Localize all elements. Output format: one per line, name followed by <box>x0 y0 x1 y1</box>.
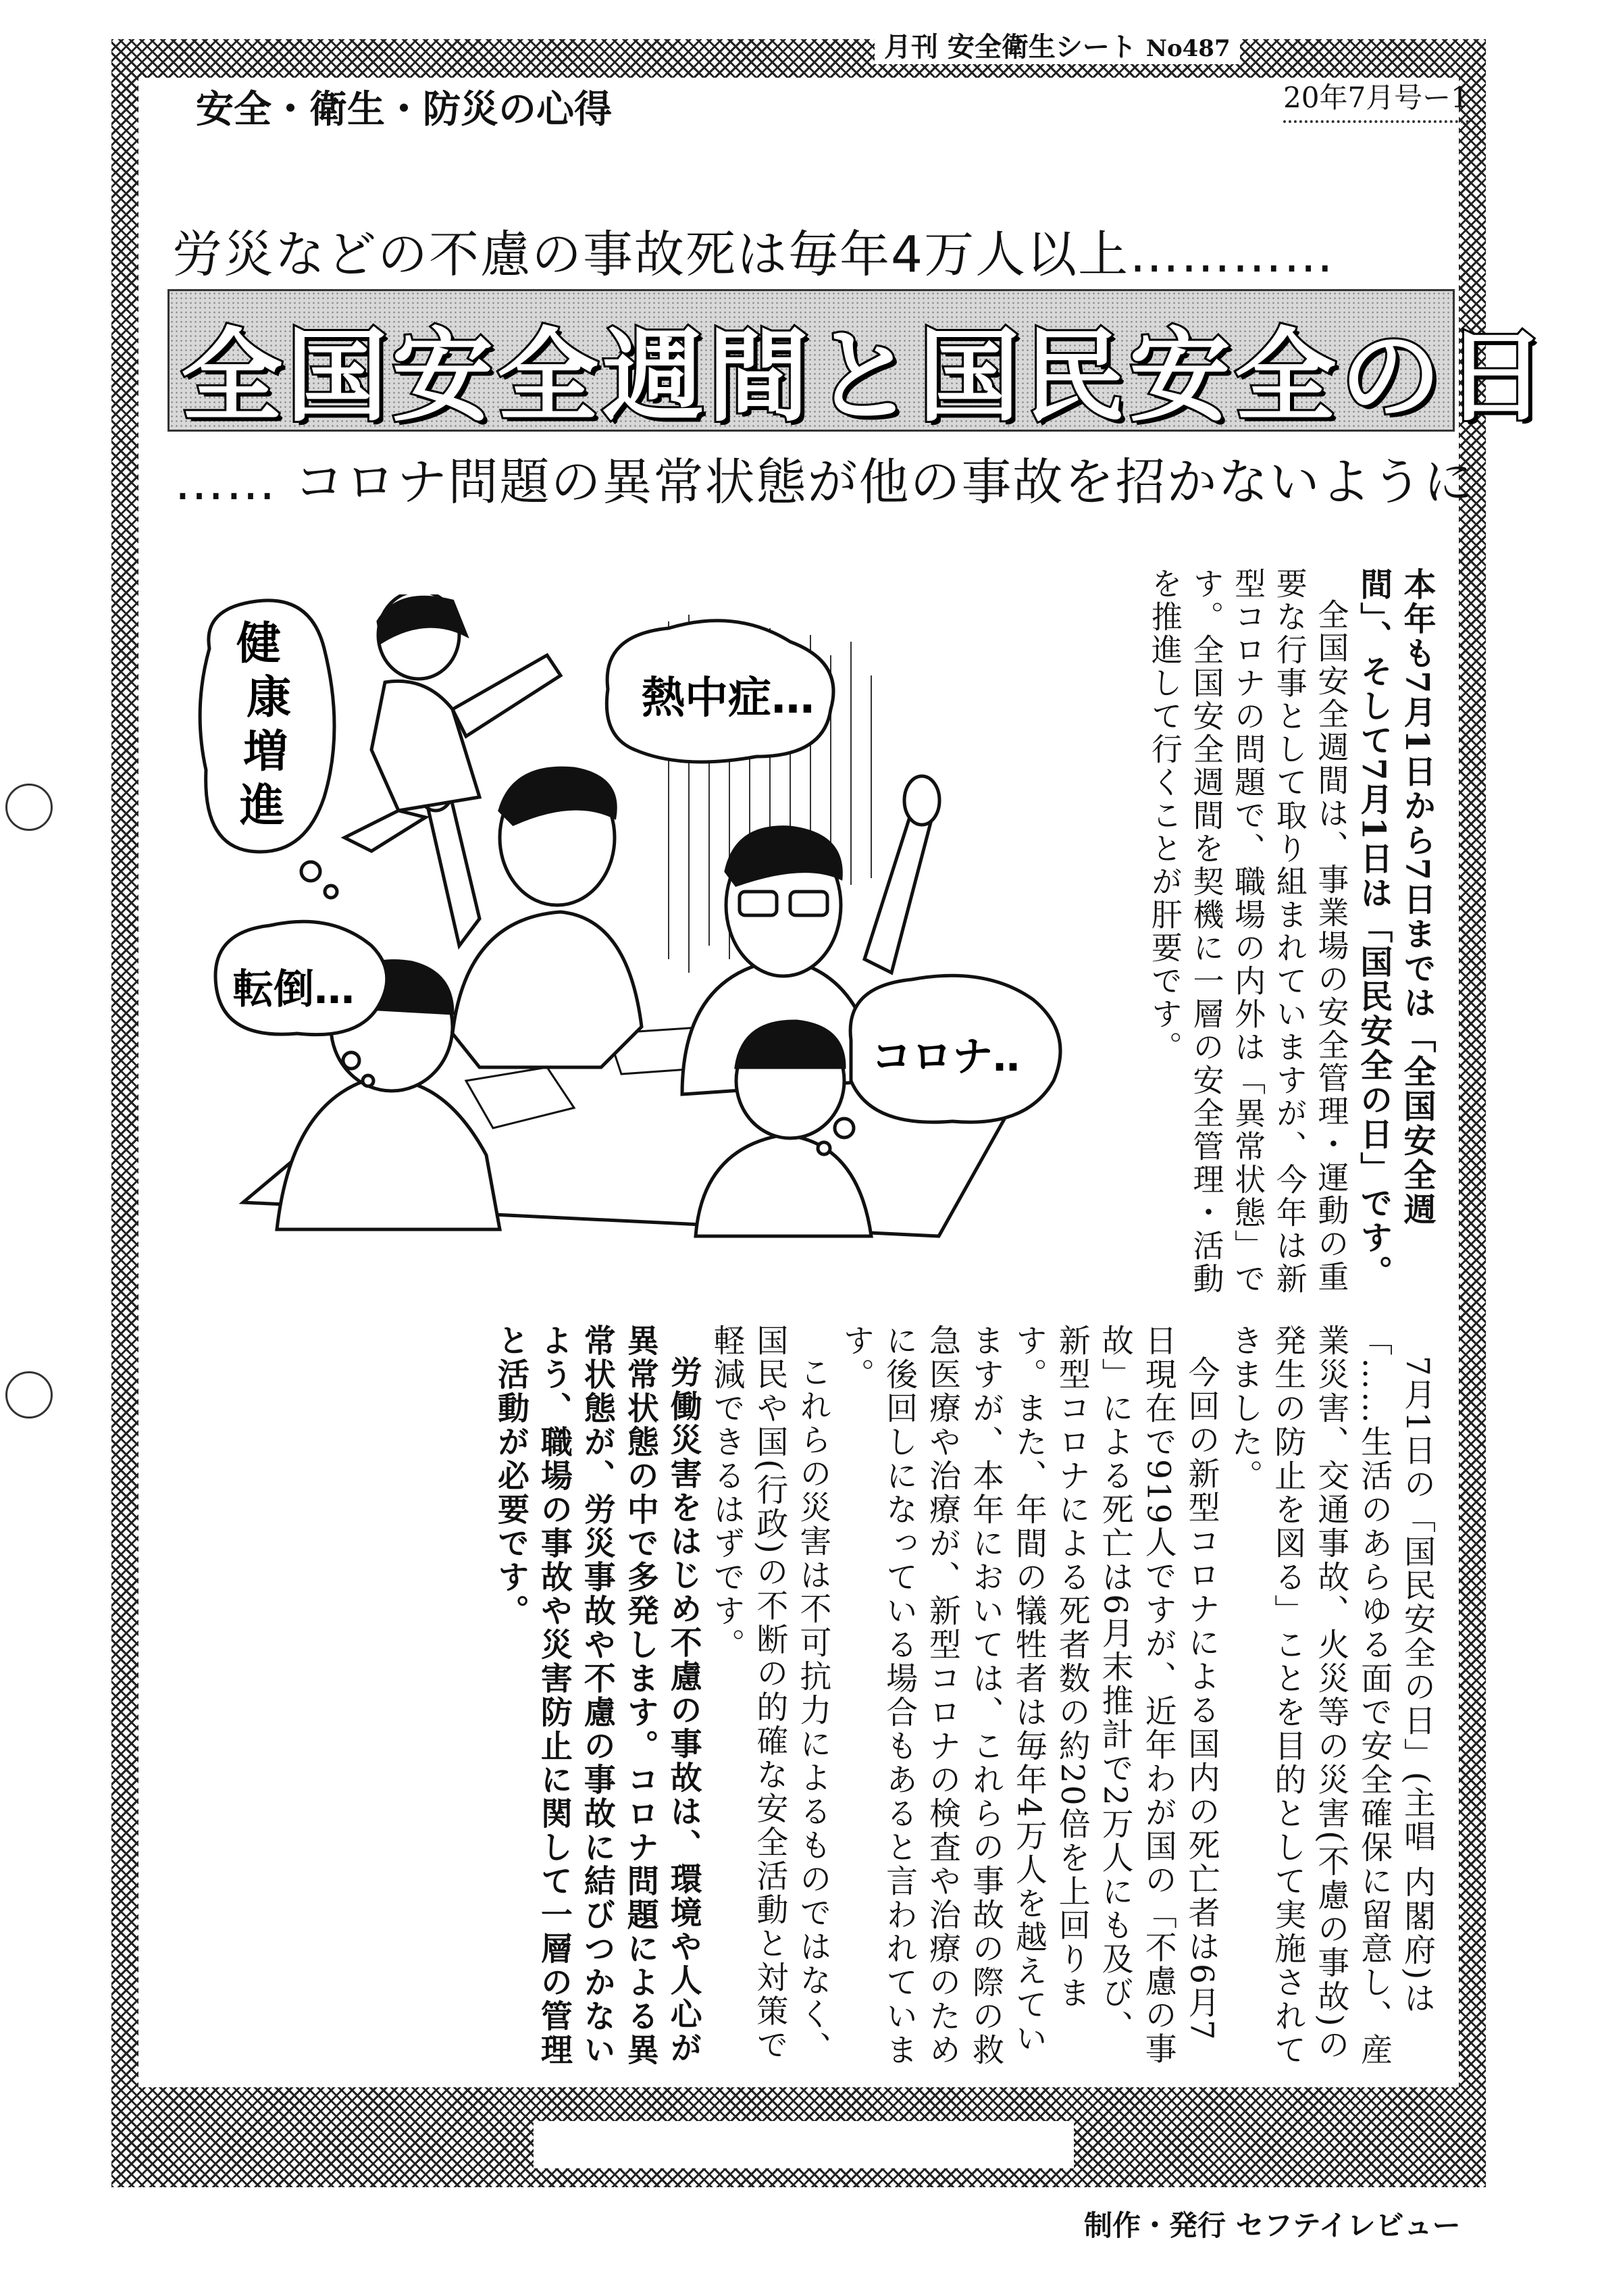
intro-bold-text: 本年も7月1日から7日までは「全国安全週間」、そして7月1日は「国民安全の日」です。 <box>1354 567 1436 1290</box>
binder-hole-top <box>5 784 53 831</box>
paragraph-3: これらの災害は不可抗力によるものではなく、国民や国(行政)の不断の的確な安全活動と対策で軽減できるはずです。 <box>708 1324 832 2065</box>
intro-column <box>1027 567 1439 1300</box>
bubble-heat-text: 熱中症… <box>642 673 815 723</box>
bubble-corona-text: コロナ‥ <box>871 1034 1020 1081</box>
meeting-illustration <box>196 594 1081 1243</box>
series-title: 月刊 安全衛生シート <box>884 32 1137 63</box>
binder-hole-bottom <box>5 1371 53 1419</box>
body-column <box>162 1324 1439 2067</box>
paragraph-1: 7月1日の「国民安全の日」(主唱 内閣府)は「……生活のあらゆる面で安全確保に留意し、産業災害、交通事故、火災等の災害(不慮の事故)の発生の防止を図る」ことを目的として実施されてきました。 <box>1226 1324 1436 2067</box>
series-header <box>875 26 1240 64</box>
paragraph-4-bold: 労働災害をはじめ不慮の事故は、環境や人心が異常状態の中で多発します。コロナ問題による異常状態が、労災事故や不慮の事故に結びつかないよう、職場の事故や災害防止に関して一層の管理と活動が必要です。 <box>492 1324 702 2067</box>
bottom-blank-strip <box>534 2121 1074 2168</box>
subtitle-line: …… コロナ問題の異常状態が他の事故を招かないように <box>174 453 1475 511</box>
bubble-fall-text: 転倒… <box>233 966 355 1013</box>
paragraph-2: 今回の新型コロナによる国内の死亡者は6月7日現在で919人ですが、近年わが国の「不慮の事故」による死亡は6月末推計で2万人にも及び、新型コロナによる死者数の約20倍を上回ります。また、年間の犠牲者は毎年4万人を越えていますが、本年においては、これらの事故の際の救急医療や治療が、新型コロナの検査や治療のために後回しになっている場合もあると言われています。 <box>837 1324 1220 2067</box>
illustration-drawing <box>196 594 1081 1243</box>
intro-text: 全国安全週間は、事業場の安全管理・運動の重要な行事として取り組まれていますが、今年は新型コロナの問題で、職場の内外は「異常状態」です。全国安全週間を契機に一層の安全管理・活動を推進して行くことが肝要です。 <box>1146 567 1350 1296</box>
category-title: 安全・衛生・防災の心得 <box>196 88 612 132</box>
lead-line: 労災などの不慮の事故死は毎年4万人以上………… <box>172 226 1335 284</box>
main-title: 全国安全週間と国民安全の日 <box>181 317 1551 436</box>
bubble-health-char-3: 増 <box>243 725 288 777</box>
bubble-health-char-1: 健 <box>236 617 281 669</box>
publisher-footer: 制作・発行 セフテイレビュー <box>1084 2209 1461 2242</box>
series-number: No487 <box>1145 35 1231 62</box>
bubble-health-char-2: 康 <box>247 671 291 723</box>
bubble-health-char-4: 進 <box>240 780 284 832</box>
issue-label: 20年7月号ー1 <box>1283 76 1469 123</box>
